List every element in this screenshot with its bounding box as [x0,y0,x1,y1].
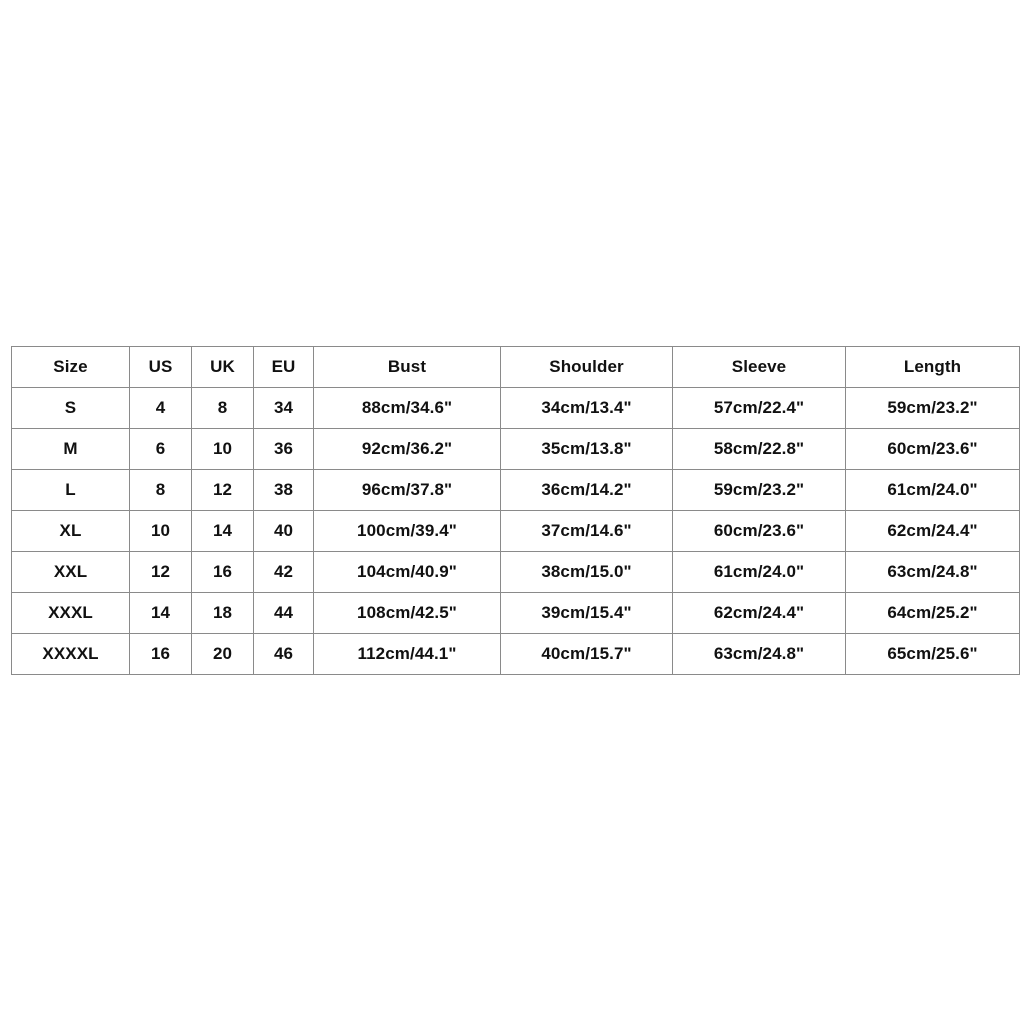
table-row [12,593,1020,634]
cell-eu: 36 [254,429,314,470]
cell-uk: 20 [192,634,254,675]
cell-eu: 46 [254,634,314,675]
cell-uk: 10 [192,429,254,470]
cell-us: 6 [130,429,192,470]
table-row [12,552,1020,593]
cell-uk: 12 [192,470,254,511]
cell-sleeve: 58cm/22.8" [673,429,846,470]
cell-sleeve: 59cm/23.2" [673,470,846,511]
cell-sleeve: 60cm/23.6" [673,511,846,552]
cell-shoulder: 35cm/13.8" [501,429,673,470]
table-row [12,470,1020,511]
header-length: Length [846,347,1020,388]
cell-shoulder: 37cm/14.6" [501,511,673,552]
header-sleeve: Sleeve [673,347,846,388]
cell-us: 8 [130,470,192,511]
cell-size: XXXXL [12,634,130,675]
cell-uk: 18 [192,593,254,634]
cell-length: 61cm/24.0" [846,470,1020,511]
cell-size: XXXL [12,593,130,634]
header-us: US [130,347,192,388]
cell-us: 16 [130,634,192,675]
cell-eu: 42 [254,552,314,593]
cell-eu: 40 [254,511,314,552]
cell-shoulder: 36cm/14.2" [501,470,673,511]
cell-length: 59cm/23.2" [846,388,1020,429]
header-shoulder: Shoulder [501,347,673,388]
cell-uk: 8 [192,388,254,429]
cell-length: 60cm/23.6" [846,429,1020,470]
cell-bust: 100cm/39.4" [314,511,501,552]
cell-length: 64cm/25.2" [846,593,1020,634]
header-row [12,347,1020,388]
cell-eu: 44 [254,593,314,634]
cell-shoulder: 40cm/15.7" [501,634,673,675]
cell-size: M [12,429,130,470]
header-bust: Bust [314,347,501,388]
cell-bust: 104cm/40.9" [314,552,501,593]
header-eu: EU [254,347,314,388]
cell-sleeve: 57cm/22.4" [673,388,846,429]
cell-eu: 38 [254,470,314,511]
cell-bust: 88cm/34.6" [314,388,501,429]
cell-length: 62cm/24.4" [846,511,1020,552]
cell-shoulder: 38cm/15.0" [501,552,673,593]
cell-shoulder: 39cm/15.4" [501,593,673,634]
cell-sleeve: 62cm/24.4" [673,593,846,634]
cell-eu: 34 [254,388,314,429]
cell-uk: 16 [192,552,254,593]
cell-bust: 108cm/42.5" [314,593,501,634]
cell-sleeve: 61cm/24.0" [673,552,846,593]
table-row [12,511,1020,552]
header-size: Size [12,347,130,388]
header-uk: UK [192,347,254,388]
cell-size: XL [12,511,130,552]
cell-us: 10 [130,511,192,552]
cell-bust: 112cm/44.1" [314,634,501,675]
cell-sleeve: 63cm/24.8" [673,634,846,675]
cell-us: 4 [130,388,192,429]
cell-length: 63cm/24.8" [846,552,1020,593]
cell-uk: 14 [192,511,254,552]
table-row [12,429,1020,470]
cell-bust: 92cm/36.2" [314,429,501,470]
cell-size: XXL [12,552,130,593]
cell-size: S [12,388,130,429]
table-row [12,388,1020,429]
table-row [12,634,1020,675]
cell-size: L [12,470,130,511]
cell-length: 65cm/25.6" [846,634,1020,675]
cell-bust: 96cm/37.8" [314,470,501,511]
cell-us: 14 [130,593,192,634]
cell-us: 12 [130,552,192,593]
size-chart-table [11,346,1020,675]
cell-shoulder: 34cm/13.4" [501,388,673,429]
